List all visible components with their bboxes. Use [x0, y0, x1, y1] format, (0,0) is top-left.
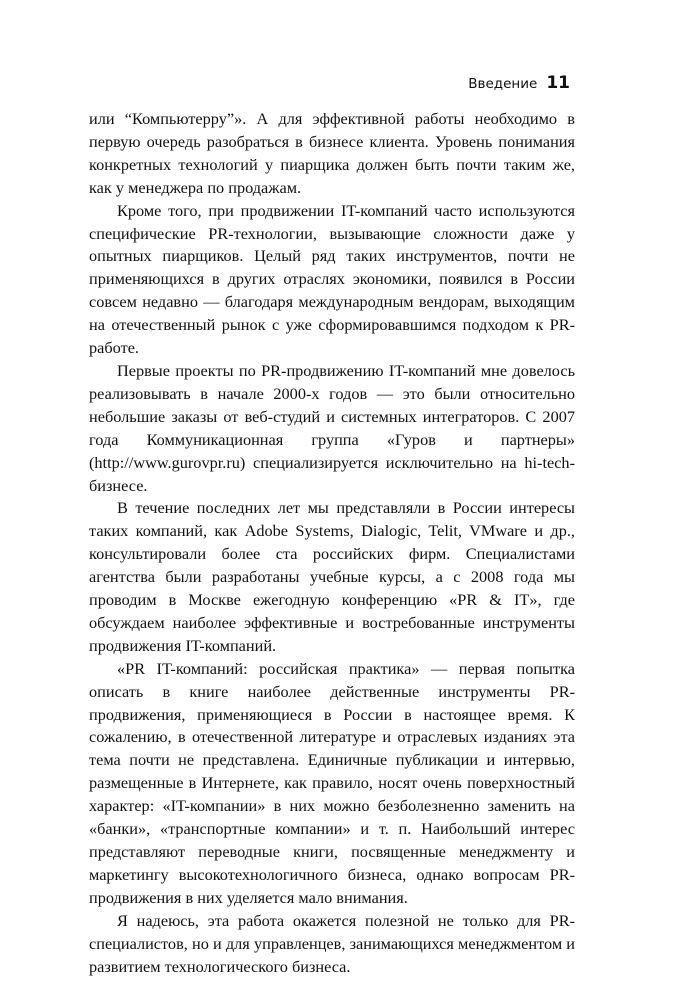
section-title: Введение — [468, 76, 538, 92]
paragraph-6: Я надеюсь, эта работа окажется полезной не только для PR-специалистов, но и для управленцев, занимающихся менеджментом и развитием технологического бизнеса. — [89, 910, 575, 976]
paragraph-1: или “Компьютерру”». А для эффективной работы необходимо в первую очередь разобраться в бизнесе клиента. Уровень понимания конкретных технологий у пиарщика должен быть почти таким же, как у менеджера по продажам. — [89, 109, 575, 197]
paragraph-2: Кроме того, при продвижении IT-компаний часто используются специфические PR-технологии, вызывающие сложности даже у опытных пиарщиков. Целый ряд таких инструментов, почти не применяющихся в других отраслях экономики, появился в России совсем недавно — благодаря международным вендорам, выходящим на отечественный рынок с уже сформировавшимся подходом к PR-работе. — [89, 200, 575, 358]
paragraph-3: Первые проекты по PR-продвижению IT-компаний мне довелось реализовывать в начале 2000-х годов — это были относительно небольшие заказы от веб-студий и системных интеграторов. С 2007 года Коммуникационная группа «Гуров и партнеры» (http://www.gurovpr.ru) специализируется исключительно на hi-tech-бизнесе. — [89, 360, 575, 495]
page-number: 11 — [546, 73, 570, 93]
body-text — [89, 108, 575, 978]
paragraph-4: В течение последних лет мы представляли в России интересы таких компаний, как Adobe Systems, Dialogic, Telit, VMware и др., консультировали более ста российских фирм. Специалистами агентства были разработаны учебные курсы, а с 2008 года мы проводим в Москве ежегодную конференцию «PR & IT», где обсуждаем наиболее эффективные и востребованные инструменты продвижения IT-компаний. — [89, 498, 575, 655]
paragraph-5: «PR IT-компаний: российская практика» — первая попытка описать в книге наиболее действенные инструменты PR-продвижения, применяющиеся в России в настоящее время. К сожалению, в отечественной литературе и отраслевых изданиях эта тема почти не представлена. Единичные публикации и интервью, размещенные в Интернете, как правило, носят очень поверхностный характер: «IT-компании» в них можно безболезненно заменить на «банки», «транспортные компании» и т. п. Наибольший интерес представляют переводные книги, посвященные менеджменту и маркетингу высокотехнологичного бизнеса, однако вопросам PR-продвижения в них уделяется мало внимания. — [89, 658, 575, 907]
running-head — [468, 73, 570, 93]
